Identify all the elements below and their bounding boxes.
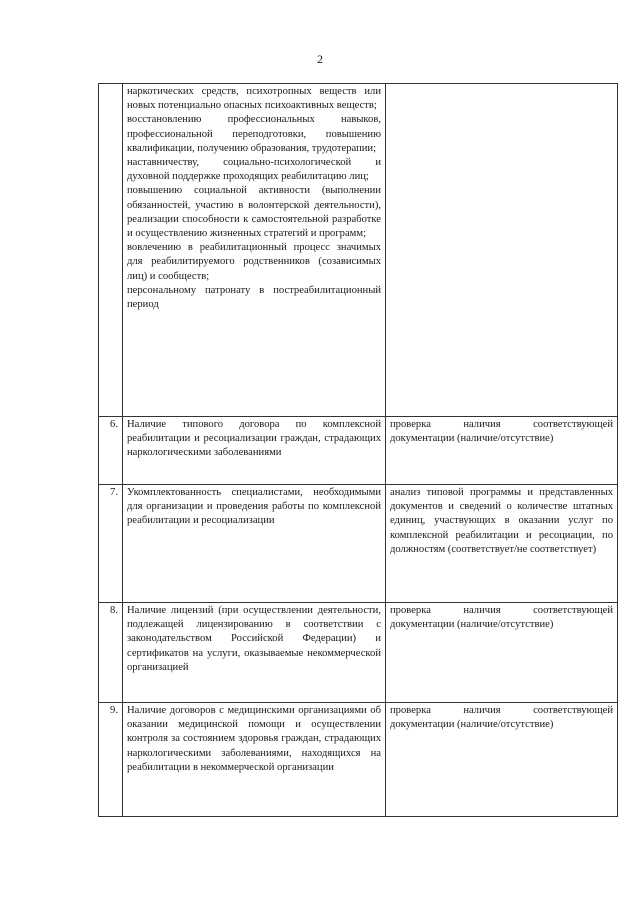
criterion-text: Наличие лицензий (при осуществлении деятельности, подлежащей лицензированию в соответствии с законодательством Российской Федерации) и сертификатов на услуги, оказываемые некоммерческой организацией	[127, 605, 381, 673]
row-number-cell: 7.	[99, 485, 123, 603]
criterion-text: Наличие типового договора по комплексной реабилитации и ресоциализации граждан, страдающих наркологическими заболеваниями	[127, 419, 381, 459]
criterion-line: повышению социальной активности (выполнении обязанностей, участию в волонтерской деятельности), реализации способности к самостоятельной разработке и осуществлению жизненных стратегий и программ;	[127, 185, 381, 240]
table-row-continuation	[99, 84, 618, 417]
method-text: анализ типовой программы и представленных документов и сведений о количестве штатных единиц, участвующих в оказании услуг по комплексной реабилитации и ресоциации, по должностям (соответствует/не соответствует)	[390, 487, 613, 555]
criterion-text: Укомплектованность специалистами, необходимыми для организации и проведения работы по комплексной реабилитации и ресоциализации	[127, 487, 381, 527]
row-number-cell: 8.	[99, 603, 123, 703]
method-cell	[386, 417, 618, 485]
criterion-cell	[123, 417, 386, 485]
criterion-cell	[123, 603, 386, 703]
criterion-line: вовлечению в реабилитационный процесс значимых для реабилитируемого родственников (созависимых лиц) и сообществ;	[127, 242, 381, 282]
method-text: проверка наличия соответствующей документации (наличие/отсутствие)	[390, 419, 613, 445]
criterion-line: персональному патронату в постреабилитационный период	[127, 284, 381, 311]
table-row-6	[99, 417, 618, 485]
table-row-9	[99, 703, 618, 817]
row-number-cell: 6.	[99, 417, 123, 485]
method-cell	[386, 603, 618, 703]
method-text: проверка наличия соответствующей документации (наличие/отсутствие)	[390, 705, 613, 731]
criterion-line: наставничеству, социально-психологической и духовной поддержке проходящих реабилитацию лиц;	[127, 157, 381, 183]
criteria-table	[98, 83, 618, 817]
method-text: проверка наличия соответствующей документации (наличие/отсутствие)	[390, 605, 613, 631]
page-number: 2	[317, 52, 323, 66]
method-cell	[386, 703, 618, 817]
method-cell	[386, 485, 618, 603]
criterion-line: наркотических средств, психотропных веществ или новых потенциально опасных психоактивных веществ;	[127, 86, 381, 112]
criterion-cell	[123, 485, 386, 603]
criterion-line: восстановлению профессиональных навыков, профессиональной переподготовки, повышению квалификации, получению образования, трудотерапии;	[127, 114, 381, 154]
criterion-cell	[123, 84, 386, 417]
method-cell	[386, 84, 618, 417]
row-number-cell	[99, 84, 123, 417]
table-row-8	[99, 603, 618, 703]
criterion-text: Наличие договоров с медицинскими организациями об оказании медицинской помощи и осуществлении контроля за состоянием здоровья граждан, страдающих наркологическими заболеваниями, находящихся на реабилитации в некоммерческой организации	[127, 705, 381, 773]
table-row-7	[99, 485, 618, 603]
criterion-cell	[123, 703, 386, 817]
row-number-cell: 9.	[99, 703, 123, 817]
